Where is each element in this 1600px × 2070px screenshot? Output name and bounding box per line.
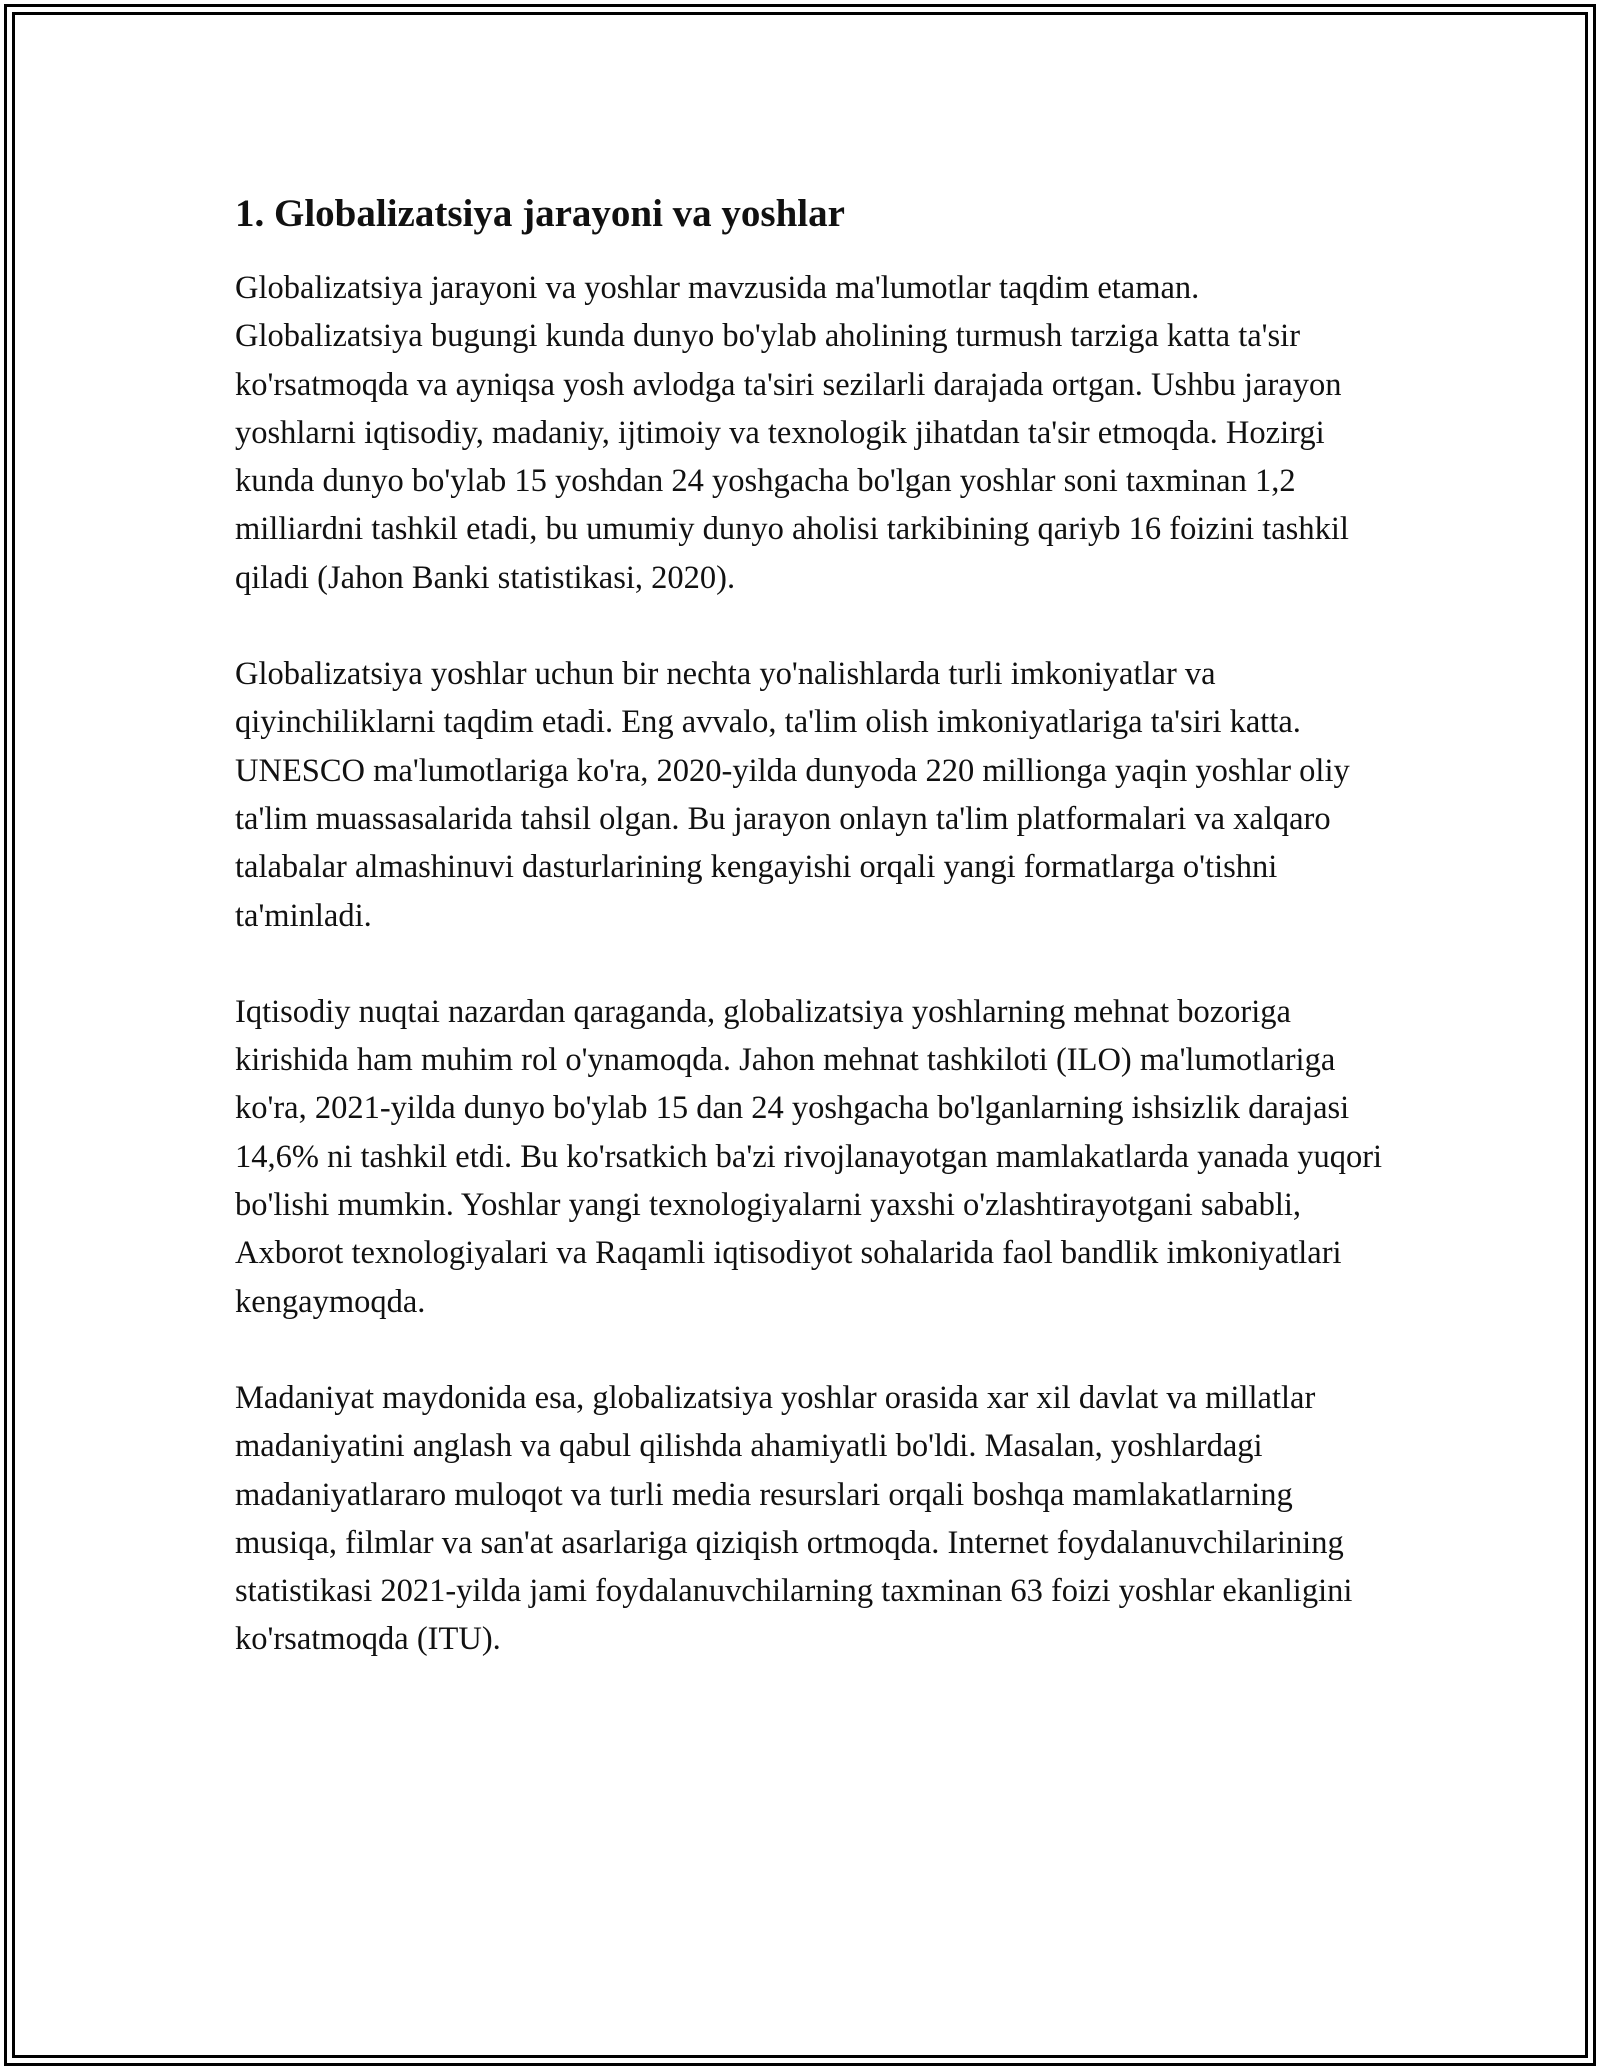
paragraph-education: Globalizatsiya yoshlar uchun bir nechta yo'nalishlarda turli imkoniyatlar va qiyinchiliklarni taqdim etadi. Eng avvalo, ta'lim olish imkoniyatlariga ta'siri katta. UNESCO ma'lumotlariga ko'ra, 2020-yilda dunyoda 220 millionga yaqin yoshlar oliy ta'lim muassasalarida tahsil olgan. Bu jarayon onlayn ta'lim platformalari va xalqaro talabalar almashinuvi dasturlarining kengayishi orqali yangi formatlarga o'tishni ta'minladi. — [235, 656, 1350, 934]
paragraph-culture: Madaniyat maydonida esa, globalizatsiya yoshlar orasida xar xil davlat va millatlar madaniyatini anglash va qabul qilishda ahamiyatli bo'ldi. Masalan, yoshlardagi madaniyatlararo muloqot va turli media resurslari orqali boshqa mamlakatlarning musiqa, filmlar va san'at asarlariga qiziqish ortmoqda. Internet foydalanuvchilarining statistikasi 2021-yilda jami foydalanuvchilarning taxminan 63 foizi yoshlar ekanligini ko'rsatmoqda (ITU). — [235, 1379, 1353, 1658]
paragraph-intro: Globalizatsiya jarayoni va yoshlar mavzusida ma'lumotlar taqdim etaman. Globalizatsiya bugungi kunda dunyo bo'ylab aholining turmush tarziga katta ta'sir ko'rsatmoqda va ayniqsa yosh avlodga ta'siri sezilarli darajada ortgan. Ushbu jarayon yoshlarni iqtisodiy, madaniy, ijtimoiy va texnologik jihatdan ta'sir etmoqda. Hozirgi kunda dunyo bo'ylab 15 yoshdan 24 yoshgacha bo'lgan yoshlar soni taxminan 1,2 milliardni tashkil etadi, bu umumiy dunyo aholisi tarkibining qariyb 16 foizini tashkil qiladi (Jahon Banki statistikasi, 2020). — [235, 270, 1349, 596]
paragraph-economy: Iqtisodiy nuqtai nazardan qaraganda, globalizatsiya yoshlarning mehnat bozoriga kirishida ham muhim rol o'ynamoqda. Jahon mehnat tashkiloti (ILO) ma'lumotlariga ko'ra, 2021-yilda dunyo bo'ylab 15 dan 24 yoshgacha bo'lganlarning ishsizlik darajasi 14,6% ni tashkil etdi. Bu ko'rsatkich ba'zi rivojlanayotgan mamlakatlarda yanada yuqori bo'lishi mumkin. Yoshlar yangi texnologiyalarni yaxshi o'zlashtirayotgani sababli, Axborot texnologiyalari va Raqamli iqtisodiyot sohalarida faol bandlik imkoniyatlari kengaymoqda. — [235, 993, 1383, 1320]
section-title: 1. Globalizatsiya jarayoni va yoshlar — [235, 192, 845, 235]
document-body — [235, 190, 1385, 1712]
